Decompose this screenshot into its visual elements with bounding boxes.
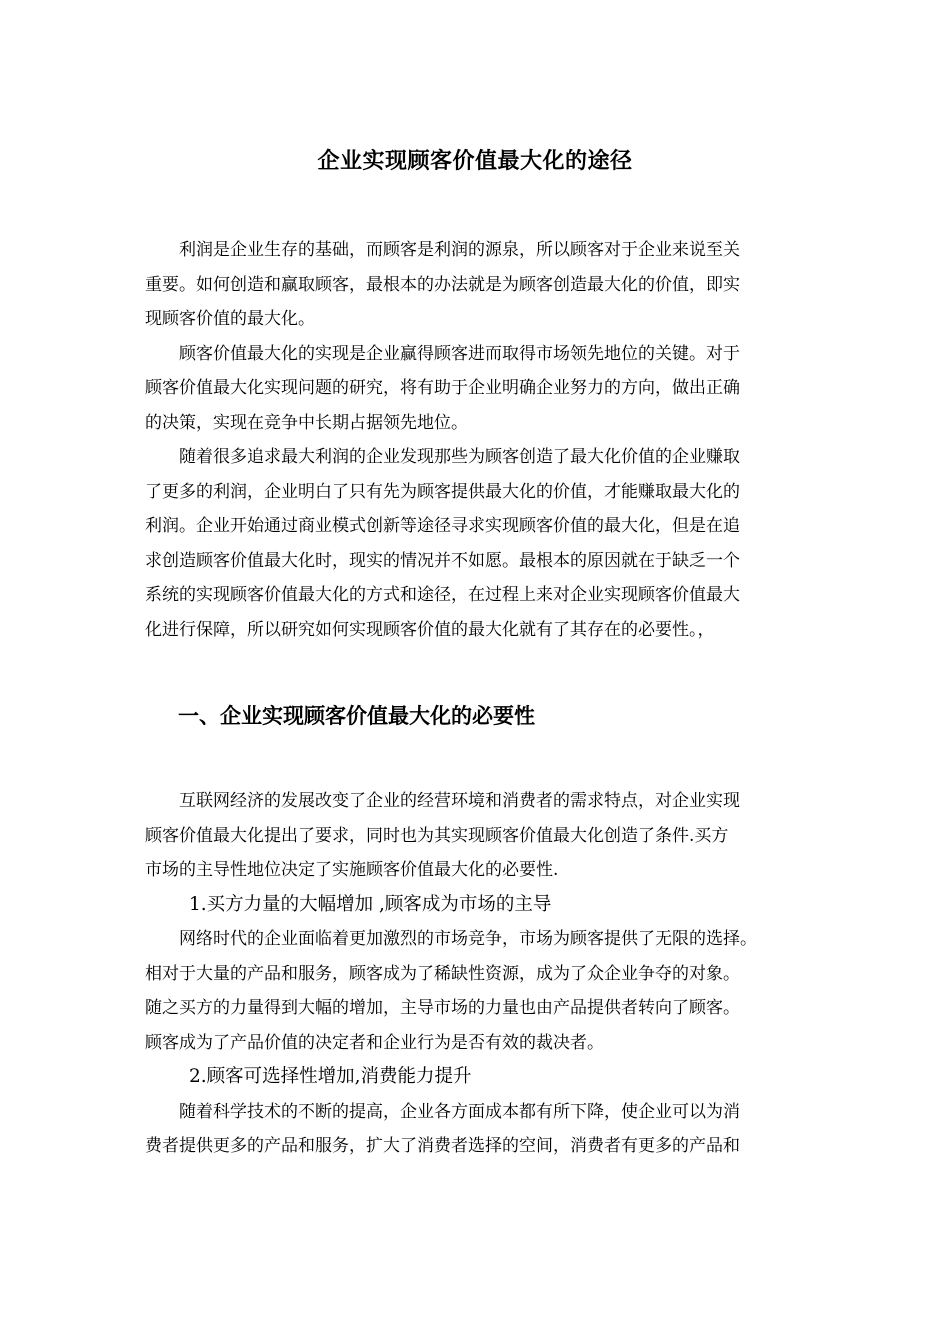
text-line: 利润是企业生存的基础，而顾客是利润的源泉，所以顾客对于企业来说至关 [179, 240, 740, 260]
text-line: 现顾客价值的最大化。 [145, 309, 315, 329]
text-line: 随着很多追求最大利润的企业发现那些为顾客创造了最大化价值的企业赚取 [179, 447, 740, 467]
text-line: 求创造顾客价值最大化时，现实的情况并不如愿。最根本的原因就在于缺乏一个 [145, 550, 740, 571]
subheading-2: 2.顾客可选择性增加,消费能力提升 [189, 1066, 472, 1087]
text-line: 随着科学技术的不断的提高，企业各方面成本都有所下降，使企业可以为消 [179, 1101, 740, 1122]
intro-paragraph-3 [145, 440, 835, 647]
subheading-1: 1.买方力量的大幅增加 ,顾客成为市场的主导 [189, 893, 552, 915]
section-1-body [145, 784, 835, 1164]
section-paragraph-3 [145, 1095, 835, 1164]
intro-section [145, 233, 835, 647]
intro-paragraph-2 [145, 337, 835, 441]
text-line: 相对于大量的产品和服务，顾客成为了稀缺性资源，成为了众企业争夺的对象。 [145, 963, 740, 984]
text-line: 系统的实现顾客价值最大化的方式和途径，在过程上来对企业实现顾客价值最大 [145, 585, 740, 605]
text-line: 重要。如何创造和赢取顾客，最根本的办法就是为顾客创造最大化的价值，即实 [145, 274, 740, 295]
section-paragraph-1 [145, 784, 835, 888]
document-title: 企业实现顾客价值最大化的途径 [317, 149, 633, 174]
section-heading: 一、企业实现顾客价值最大化的必要性 [178, 704, 535, 728]
text-line: 顾客成为了产品价值的决定者和企业行为是否有效的裁决者。 [145, 1032, 604, 1053]
text-line: 顾客价值最大化的实现是企业赢得顾客进而取得市场领先地位的关键。对于 [179, 343, 740, 364]
text-line: 了更多的利润，企业明白了只有先为顾客提供最大化的价值，才能赚取最大化的 [145, 481, 740, 502]
text-line: 市场的主导性地位决定了实施顾客价值最大化的必要性. [145, 860, 559, 880]
intro-paragraph-1 [145, 233, 835, 337]
section-paragraph-2 [145, 922, 835, 1060]
text-line: 网络时代的企业面临着更加激烈的市场竞争，市场为顾客提供了无限的选择。 [179, 929, 757, 949]
text-line: 的决策，实现在竞争中长期占据领先地位。 [145, 412, 468, 433]
text-line: 随之买方的力量得到大幅的增加，主导市场的力量也由产品提供者转向了顾客。 [145, 998, 740, 1018]
text-line: 费者提供更多的产品和服务，扩大了消费者选择的空间，消费者有更多的产品和 [145, 1136, 740, 1156]
text-line: 互联网经济的发展改变了企业的经营环境和消费者的需求特点，对企业实现 [179, 791, 740, 811]
text-line: 顾客价值最大化提出了要求，同时也为其实现顾客价值最大化创造了条件.买方 [145, 825, 729, 846]
text-line: 顾客价值最大化实现问题的研究，将有助于企业明确企业努力的方向，做出正确 [145, 378, 740, 398]
text-line: 化进行保障，所以研究如何实现顾客价值的最大化就有了其存在的必要性。， [145, 619, 715, 640]
text-line: 利润。企业开始通过商业模式创新等途径寻求实现顾客价值的最大化，但是在追 [145, 516, 740, 536]
